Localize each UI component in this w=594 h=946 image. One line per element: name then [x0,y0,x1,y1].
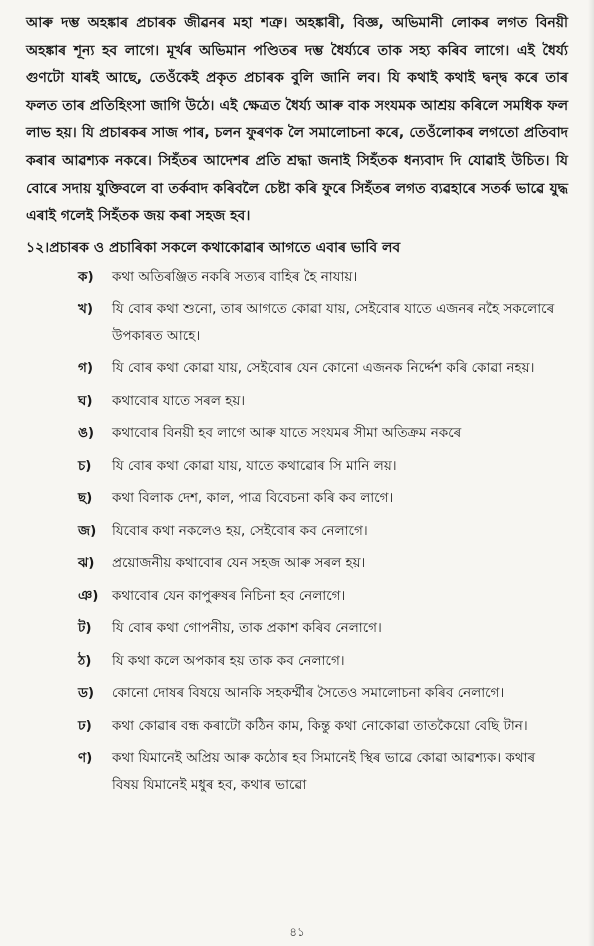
list-item [26,485,568,512]
list-marker: গ) [78,360,94,377]
list-marker: ছ) [78,490,93,507]
list-item [26,388,568,415]
list-marker: ঞ) [78,587,99,604]
list-item [26,648,568,675]
list-item [26,615,568,642]
list-item-text: কথা যিমানেই অপ্ৰিয় আৰু কঠোৰ হব সিমানেই স্থিৰ ভাৱে কোৱা আৱশ্যক। কথাৰ বিষয় যিমানেই মধুৰ হব, কথাৰ ভাৱো [112,750,536,793]
list-marker: ক) [78,268,94,285]
list-marker: ণ) [78,750,93,767]
list-marker: ঙ) [78,425,95,442]
guideline-list [26,264,568,799]
list-item-text: যি বোৰ কথা কোৱা যায়, সেইবোৰ যেন কোনো এজনক নিৰ্দ্দেশ কৰি কোৱা নহয়। [112,360,535,377]
scan-shadow-edge [588,0,594,946]
list-item [26,420,568,447]
list-item-text: প্ৰয়োজনীয় কথাবোৰ যেন সহজ আৰু সৰল হয়। [112,555,366,572]
list-item [26,550,568,577]
list-item [26,518,568,545]
list-item [26,583,568,610]
list-marker: ঝ) [78,555,95,572]
list-marker: ঘ) [78,392,93,409]
list-item-text: কথাবোৰ যাতে সৰল হয়। [112,392,246,409]
list-item-text: কথাবোৰ বিনয়ী হব লাগে আৰু যাতে সংযমৰ সীমা অতিক্ৰম নকৰে [112,425,462,442]
list-item-text: কথা বিলাক দেশ, কাল, পাত্ৰ বিবেচনা কৰি কব লাগে। [112,490,394,507]
list-item [26,745,568,798]
list-item-text: কথাবোৰ যেন কাপুৰুষৰ নিচিনা হব নেলাগে। [112,587,346,604]
list-item [26,713,568,740]
list-item-text: কোনো দোষৰ বিষয়ে আনকি সহকৰ্ম্মীৰ সৈতেও সমালোচনা কৰিব নেলাগে। [112,685,505,702]
page-number: ৪১ [289,925,305,939]
list-marker: ড) [78,685,95,702]
list-marker: ঢ) [78,717,92,734]
list-item [26,680,568,707]
body-paragraph: আৰু দম্ভ অহঙ্কাৰ প্ৰচাৰক জীৱনৰ মহা শত্ৰু। অহঙ্কাৰী, বিজ্ঞ, অভিমানী লোকৰ লগত বিনয়ী অহঙ্কাৰ শূন্য হব লাগে। মূৰ্খৰ অভিমান পণ্ডিতৰ দম্ভ ধৈৰ্য্যৰে তাক সহ্য কৰিব লাগে। এই ধৈৰ্য্য গুণটো যাৰই আছে, তেওঁকেই প্ৰকৃত প্ৰচাৰক বুলি জানি লব। যি কথাই কথাই দ্বন্দ্ব কৰে তাৰ ফলত তাৰ প্ৰতিহিংসা জাগি উঠে। এই ক্ষেত্ৰত ধৈৰ্য্য আৰু বাক সংযমক আশ্ৰয় কৰিলে সমধিক ফল লাভ হয়। যি প্ৰচাৰকৰ সাজ পাৰ, চলন ফুৰণক লৈ সমালোচনা কৰে, তেওঁলোকৰ লগতো প্ৰতিবাদ কৰাৰ আৱশ্যক নকৰে। সিহঁতৰ আদেশৰ প্ৰতি শ্ৰদ্ধা জনাই সিহঁতক ধন্যবাদ দি যোৱাই উচিত। যি বোৰে সদায় যুক্তিবলে বা তৰ্কবাদ কৰিবলৈ চেষ্টা কৰি ফুৰে সিহঁতৰ লগত ব্যৱহাৰে সতৰ্ক ভাৱে যুদ্ধ এৰাই গলেই সিহঁতক জয় কৰা সহজ হব। [26,15,568,225]
list-marker: চ) [78,457,92,474]
list-marker: জ) [78,522,97,539]
list-item-text: কথা কোৱাৰ বন্ধ কৰাটো কঠিন কাম, কিন্তু কথা নোকোৱা তাতকৈয়ো বেছি টান। [112,717,528,734]
list-marker: খ) [78,301,94,318]
list-item [26,453,568,480]
list-item-text: যিবোৰ কথা নকলেও হয়, সেইবোৰ কব নেলাগে। [112,522,368,539]
list-item-text: যি কথা কলে অপকাৰ হয় তাক কব নেলাগে। [112,652,345,669]
list-item [26,355,568,382]
list-item-text: কথা অতিৰঞ্জিত নকৰি সত্যৰ বাহিৰ হৈ নাযায়। [112,268,358,285]
list-marker: ট) [78,620,92,637]
list-item-text: যি বোৰ কথা গোপনীয়, তাক প্ৰকাশ কৰিব নেলাগে। [112,620,382,637]
list-item-text: যি বোৰ কথা কোৱা যায়, যাতে কথাৱোৰ সি মানি লয়। [112,457,397,474]
list-item [26,296,568,349]
list-item [26,264,568,291]
list-item-text: যি বোৰ কথা শুনো, তাৰ আগতে কোৱা যায়, সেইবোৰ যাতে এজনৰ নহৈ সকলোৰে উপকাৰত আহে। [112,301,555,344]
list-marker: ঠ) [78,652,92,669]
section-heading: ১২।প্ৰচাৰক ও প্ৰচাৰিকা সকলে কথাকোৱাৰ আগতে এবাৰ ভাবি লব [26,239,401,256]
